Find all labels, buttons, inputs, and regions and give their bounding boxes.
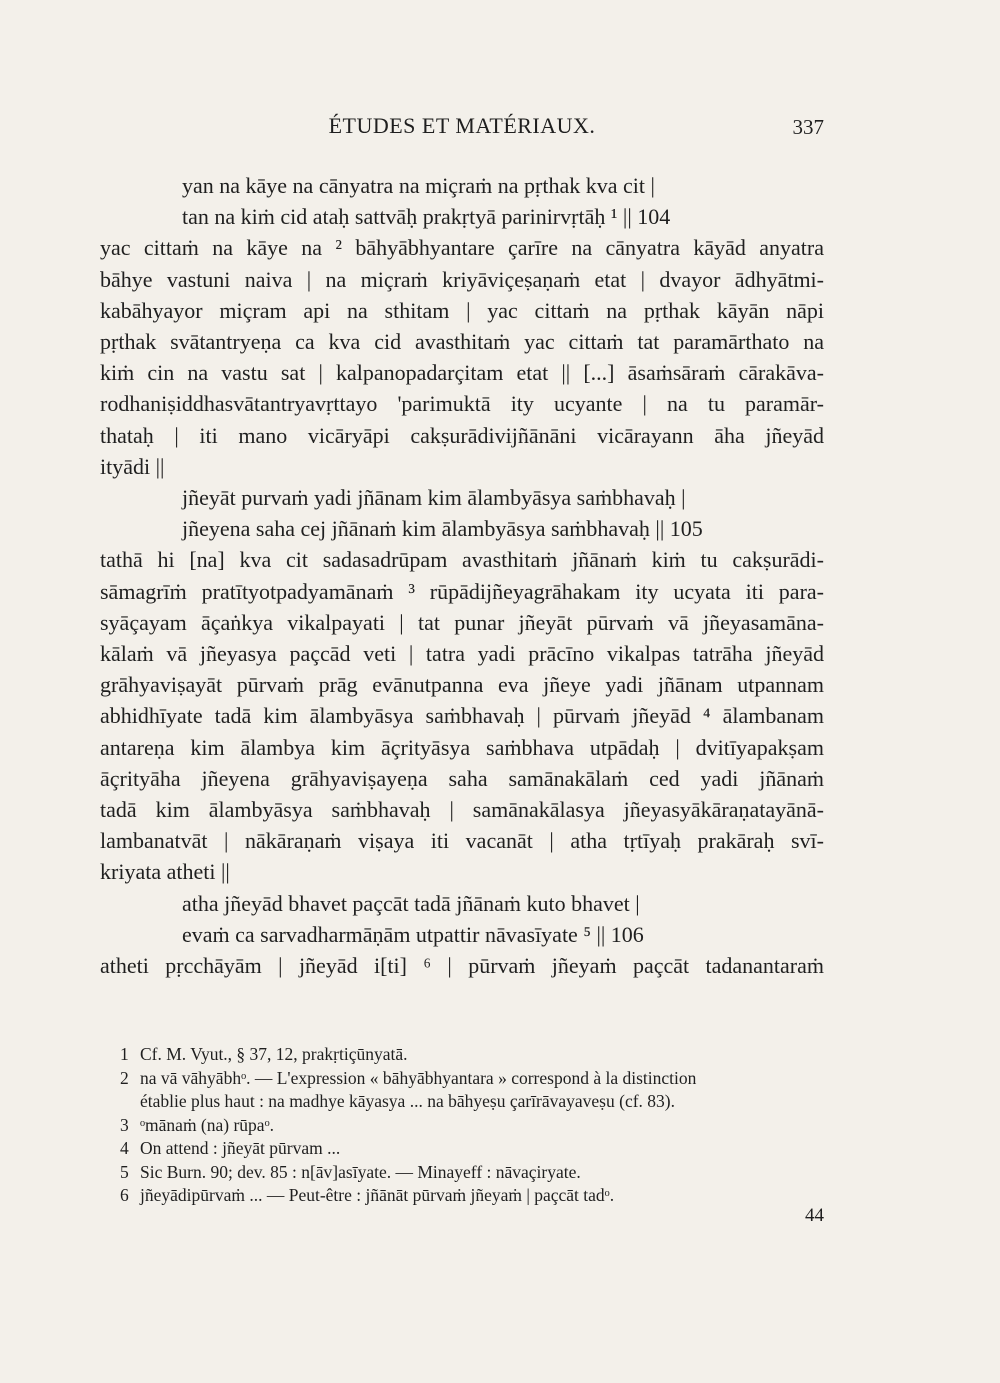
prose-line: kiṁ cin na vastu sat | kalpanopadarçitam etat || [...] āsaṁsāraṁ cārakāva-	[100, 360, 824, 386]
prose-line: thataḥ | iti mano vicāryāpi cakṣurādivijñānāni vicārayann āha jñeyād	[100, 422, 824, 448]
footnote-text: ᵒmānaṁ (na) rūpaᵒ.	[140, 1114, 274, 1135]
prose-line: kriyata atheti ||	[100, 859, 230, 885]
running-title: ÉTUDES ET MATÉRIAUX.	[328, 113, 596, 138]
footnote	[120, 1184, 824, 1208]
footnote-number: 1	[120, 1044, 129, 1064]
verse-line: jñeyena saha cej jñānaṁ kim ālambyāsya saṁbhavaḥ || 105	[182, 516, 703, 542]
prose-line: sāmagrīṁ pratītyotpadyamānaṁ ³ rūpādijñeyagrāhakam ity ucyata iti para-	[100, 578, 824, 604]
prose-line: syāçayam āçaṅkya vikalpayati | tat punar jñeyāt pūrvaṁ vā jñeyasamāna-	[100, 609, 824, 635]
footnote	[120, 1137, 824, 1161]
footnote-text: établie plus haut : na madhye kāyasya ... na bāhyeṣu çarīrāvayaveṣu (cf. 83).	[140, 1091, 675, 1111]
footnote	[120, 1114, 824, 1138]
prose-line: antareṇa kim ālambya kim āçrityāsya saṁbhava utpādaḥ | dvitīyapakṣam	[100, 734, 824, 760]
footnote	[120, 1090, 824, 1114]
footnote-number: 5	[120, 1161, 129, 1182]
prose-line: rodhaniṣiddhasvātantryavṛttayo 'parimuktā ity ucyante | na tu paramār-	[100, 391, 824, 417]
footnote-text: na vā vāhyābhᵒ. — L'expression « bāhyābhyantara » correspond à la distinction	[140, 1067, 697, 1088]
verse-line: evaṁ ca sarvadharmāṇām utpattir nāvasīyate ⁵ || 106	[182, 921, 644, 947]
footnote-text: Sic Burn. 90; dev. 85 : n[āv]asīyate. — Minayeff : nāvaçiryate.	[140, 1161, 581, 1182]
prose-line: kabāhyayor miçram api na sthitam | yac cittaṁ na pṛthak kāyān nāpi	[100, 297, 824, 323]
footnote-text: jñeyādipūrvaṁ ... — Peut-être : jñānāt pūrvaṁ jñeyaṁ | paçcāt tadᵒ.	[140, 1185, 615, 1205]
prose-line: kālaṁ vā jñeyasya paçcād veti | tatra yadi prācīno vikalpas tatrāha jñeyād	[100, 641, 824, 667]
footnote-text: Cf. M. Vyut., § 37, 12, prakṛtiçūnyatā.	[140, 1044, 408, 1064]
prose-line: ityādi ||	[100, 453, 165, 479]
prose-line: grāhyaviṣayāt pūrvaṁ prāg evānutpanna eva jñeye yadi jñānam utpannam	[100, 672, 824, 698]
prose-line: abhidhīyate tadā kim ālambyāsya saṁbhavaḥ | pūrvaṁ jñeyād ⁴ ālambanam	[100, 703, 824, 729]
prose-line: atheti pṛcchāyām | jñeyād i[ti] ⁶ | pūrvaṁ jñeyaṁ paçcāt tadanantaraṁ	[100, 953, 824, 979]
verse-line: jñeyāt purvaṁ yadi jñānam kim ālambyāsya saṁbhavaḥ |	[182, 485, 686, 511]
prose-line: tadā kim ālambyāsya saṁbhavaḥ | samānakālasya jñeyasyākāraṇatayānā-	[100, 797, 824, 823]
prose-line: tathā hi [na] kva cit sadasadrūpam avasthitaṁ jñānaṁ kiṁ tu cakṣurādi-	[100, 547, 824, 573]
footnote-number: 4	[120, 1138, 129, 1158]
main-text	[100, 170, 824, 981]
verse-line: yan na kāye na cānyatra na miçraṁ na pṛthak kva cit |	[182, 173, 655, 198]
prose-line: bāhye vastuni naiva | na miçraṁ kriyāviçeṣaṇaṁ etat | dvayor ādhyātmi-	[100, 266, 824, 292]
prose-line: āçrityāha jñeyena grāhyaviṣayeṇa saha samānakālaṁ ced yadi jñānaṁ	[100, 765, 824, 791]
footnote-text: On attend : jñeyāt pūrvam ...	[140, 1138, 341, 1158]
footnote-number: 6	[120, 1185, 129, 1205]
footnote	[120, 1161, 824, 1185]
footnote-number: 3	[120, 1114, 129, 1135]
verse-line: atha jñeyād bhavet paçcāt tadā jñānaṁ kuto bhavet |	[182, 890, 640, 916]
footnote	[120, 1067, 824, 1091]
signature-mark: 44	[805, 1205, 824, 1226]
prose-line: lambanatvāt | nākāraṇaṁ viṣaya iti vacanāt | atha tṛtīyaḥ prakāraḥ svī-	[100, 828, 824, 854]
footnote	[120, 1043, 824, 1067]
page-header	[100, 113, 824, 143]
verse-line: tan na kiṁ cid ataḥ sattvāḥ prakṛtyā parinirvṛtāḥ ¹ || 104	[182, 204, 671, 230]
footnote-number: 2	[120, 1067, 129, 1088]
footnotes	[120, 1043, 824, 1208]
page-number: 337	[792, 115, 824, 139]
prose-line: pṛthak svātantryeṇa ca kva cid avasthitaṁ yac cittaṁ tat paramārthato na	[100, 329, 824, 355]
prose-line: yac cittaṁ na kāye na ² bāhyābhyantare çarīre na cānyatra kāyād anyatra	[100, 235, 824, 261]
